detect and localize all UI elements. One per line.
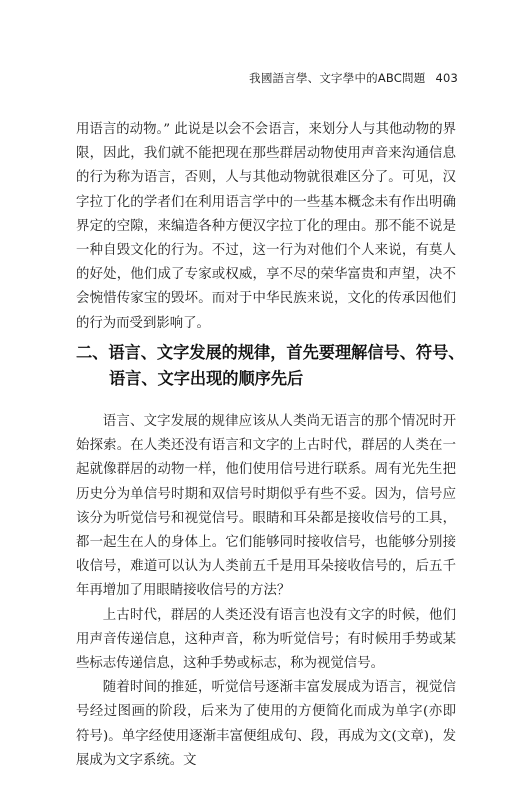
running-title: 我國語言學、文字學中的ABC問題 [249, 71, 426, 85]
running-header [249, 70, 458, 86]
intro-paragraph: 用语言的动物。” 此说是以会不会语言，来划分人与其他动物的界限，因此，我们就不能把现在那些群居动物使用声音来沟通信息的行为称为语言，否则，人与其他动物就很难区分了。可见，汉字拉丁化的学者们在利用语言学中的一些基本概念未有作出明确界定的空隙，来编造各种方便汉字拉丁化的理由。那不能不说是一种自毁文化的行为。不过，这一行为对他们个人来说，有莫人的好处，他们成了专家或权威，享不尽的荣华富贵和声望，决不会惋惜传家宝的毁坏。而对于中华民族来说，文化的传承因他们的行为而受到影响了。 [76, 122, 456, 331]
section-paragraph-1: 语言、文字发展的规律应该从人类尚无语言的那个情况时开始探索。在人类还没有语言和文字的上古时代，群居的人类在一起就像群居的动物一样，他们使用信号进行联系。周有光先生把历史分为单信号时期和双信号时期似乎有些不妥。因为，信号应该分为听觉信号和视觉信号。眼睛和耳朵都是接收信号的工具，都一起生在人的身体上。它们能够同时接收信号，也能够分别接收信号，难道可以认为人类前五千是用耳朵接收信号的，后五千年再增加了用眼睛接收信号的方法？ [76, 414, 456, 599]
section-text-block [76, 410, 456, 773]
section-heading-line-2: 语言、文字出现的顺序先后 [109, 369, 304, 388]
section-heading [76, 340, 466, 392]
page-number: 403 [435, 71, 458, 85]
section-heading-line-1: 二、语言、文字发展的规律，首先要理解信号、符号、 [76, 343, 465, 362]
section-paragraph-2: 上古时代，群居的人类还没有语言也没有文字的时候，他们用声音传递信息，这种声音，称为听觉信号；有时候用手势或某些标志传递信息，这种手势或标志，称为视觉信号。 [76, 607, 456, 672]
section-paragraph-3: 随着时间的推延，听觉信号逐渐丰富发展成为语言，视觉信号经过图画的阶段，后来为了使用的方便简化而成为单字(亦即符号)。单字经使用逐渐丰富便组成句、段，再成为文(文章)，发展成为文字系统。文 [76, 680, 456, 768]
intro-text-block [76, 118, 456, 336]
